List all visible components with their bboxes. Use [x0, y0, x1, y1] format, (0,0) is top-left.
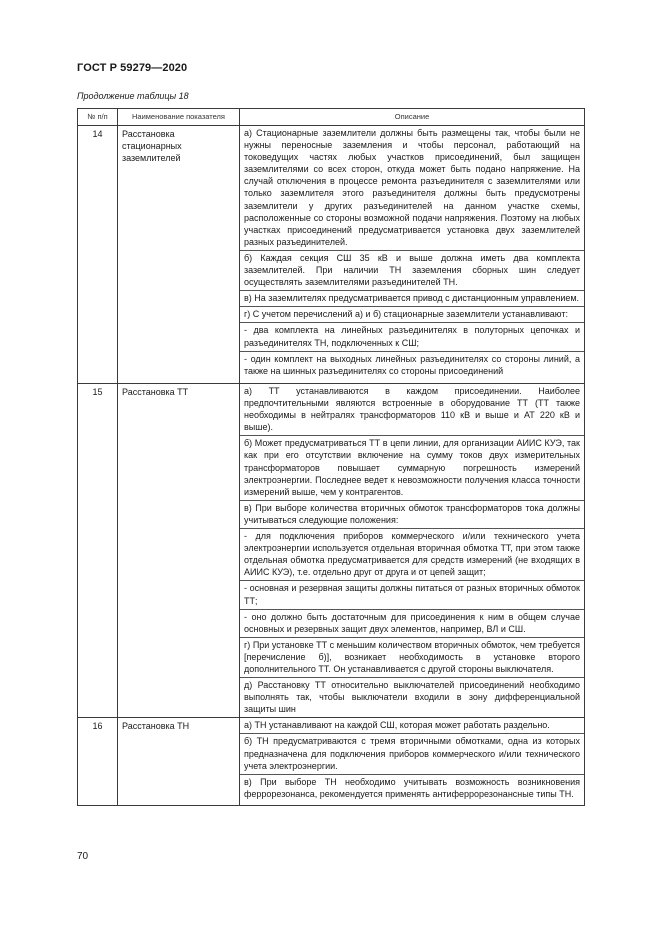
column-header-num: № п/п	[78, 109, 118, 126]
description-paragraph: - один комплект на выходных линейных разъединителях со стороны линий, а также на шинных разъединителях со стороны присоединений	[244, 353, 580, 376]
description-paragraph: - основная и резервная защиты должны питаться от разных вторичных обмоток ТТ;	[240, 581, 584, 609]
description-paragraph: - оно должно быть достаточным для присоединения к ним в общем случае основных и резервных защит двух элементов, например, ВЛ и СШ.	[240, 610, 584, 638]
column-header-description: Описание	[240, 109, 585, 126]
description-paragraph: в) При выборе ТН необходимо учитывать возможность возникновения феррорезонанса, рекомендуется применять антиферрорезонансные типы ТН.	[244, 776, 580, 799]
description-paragraph: а) ТН устанавливают на каждой СШ, которая может работать раздельно.	[240, 718, 584, 734]
parameter-name: Расстановка стационарных заземлителей	[118, 126, 240, 384]
description-paragraph: а) Стационарные заземлители должны быть размещены так, чтобы были не нужны переносные заземления и чтобы персонал, работающий на токоведущих частях любых участков присоединений, был защищен заземлителями со всех сторон, откуда может быть подано напряжение. На случай отключения в процессе ремонта разъединителя с заземлителями или только заземлителя этого разъединителя должны быть предусмотрены заземлители у других разъединителей на данном участке схемы, расположенные со стороны возможной подачи напряжения. Поэтому на любых участках присоединений предусматривается установка двух заземлителей разных разъединителей.	[240, 126, 584, 251]
description-paragraph: - для подключения приборов коммерческого и/или технического учета электроэнергии используется отдельная вторичная обмотка ТТ, при этом также отдельная обмотка предусматривается для средств измерений (не входящих в АИИС КУЭ), т.е. отдельно друг от друга и от цепей защит;	[240, 529, 584, 581]
parameter-name: Расстановка ТТ	[118, 384, 240, 718]
table-row	[78, 126, 585, 384]
table-row	[78, 718, 585, 806]
description-paragraph: в) На заземлителях предусматривается привод с дистанционным управлением.	[240, 291, 584, 307]
column-header-name: Наименование показателя	[118, 109, 240, 126]
description-cell	[240, 718, 585, 806]
row-number: 14	[78, 126, 118, 384]
description-cell	[240, 384, 585, 718]
table-header-row	[78, 109, 585, 126]
row-number: 15	[78, 384, 118, 718]
description-paragraph: в) При выборе количества вторичных обмоток трансформаторов тока должны учитываться следующие положения:	[240, 501, 584, 529]
table-row	[78, 384, 585, 718]
page-number: 70	[77, 851, 89, 862]
parameters-table	[77, 108, 585, 806]
description-paragraph: - два комплекта на линейных разъединителях в полуторных цепочках и разъединителях ТН, подключенных к СШ;	[240, 323, 584, 351]
description-paragraph: г) При установке ТТ с меньшим количеством вторичных обмоток, чем требуется [перечисление б)], возникает необходимость в установке второго дополнительного ТТ. Он устанавливается с другой стороны выключателя.	[240, 638, 584, 678]
description-paragraph: б) Может предусматриваться ТТ в цепи линии, для организации АИИС КУЭ, так как при его отсутствии включение на сумму токов двух измерительных трансформаторов повышает суммарную погрешность измерений электроэнергии. Последнее ведет к невозможности получения класса точности измерений выше, чем у контрагентов.	[240, 436, 584, 500]
description-cell	[240, 126, 585, 384]
description-paragraph: г) С учетом перечислений а) и б) стационарные заземлители устанавливают:	[240, 307, 584, 323]
document-header: ГОСТ Р 59279—2020	[77, 62, 188, 74]
row-number: 16	[78, 718, 118, 806]
description-paragraph: б) ТН предусматриваются с тремя вторичными обмотками, одна из которых предназначена для подключения приборов коммерческого и/или технического учета электроэнергии.	[240, 734, 584, 774]
parameter-name: Расстановка ТН	[118, 718, 240, 806]
description-paragraph: б) Каждая секция СШ 35 кВ и выше должна иметь два комплекта заземлителей. При наличии ТН заземления сборных шин следует осуществлять заземлителями разъединителей ТН.	[240, 251, 584, 291]
description-paragraph: д) Расстановку ТТ относительно выключателей присоединений необходимо выполнять так, чтобы выключатели входили в зону дифференциальной защиты шин	[244, 680, 580, 715]
description-paragraph: а) ТТ устанавливаются в каждом присоединении. Наиболее предпочтительными являются встроенные в оборудование ТТ (ТТ также необходимы в нейтралях трансформаторов 110 кВ и выше и АТ 220 кВ и выше).	[240, 384, 584, 436]
table-continuation-caption: Продолжение таблицы 18	[77, 91, 189, 101]
